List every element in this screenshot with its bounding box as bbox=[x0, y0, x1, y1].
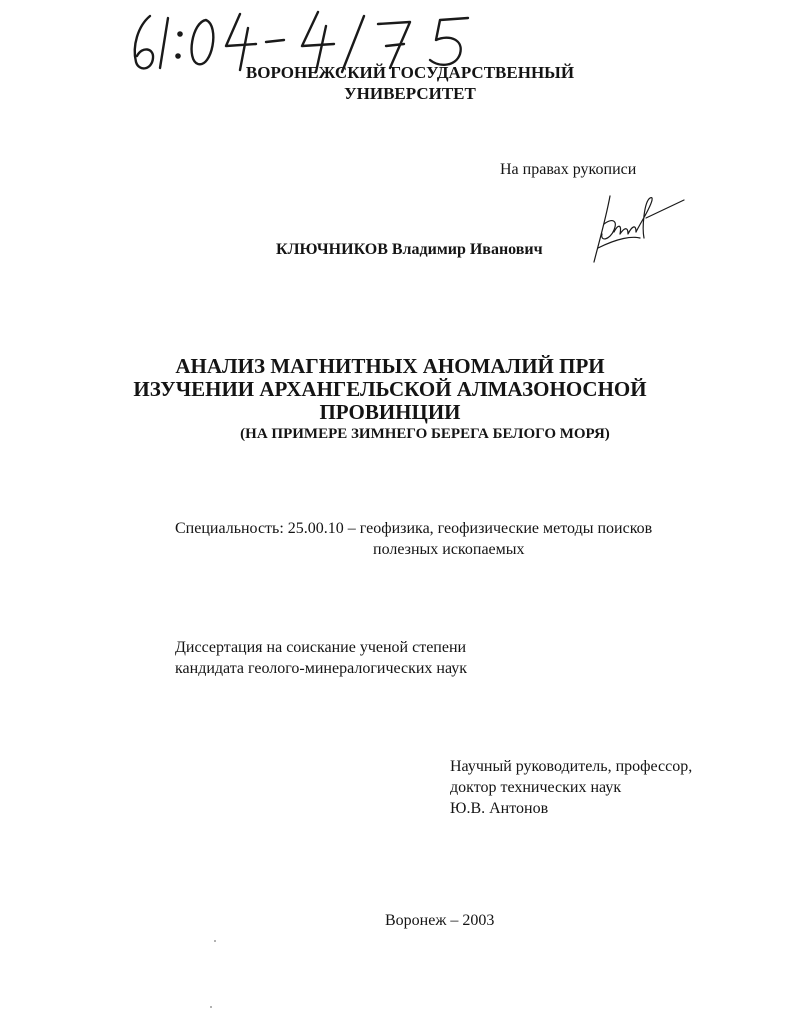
advisor-line-1: Научный руководитель, профессор, bbox=[450, 758, 693, 775]
university-name bbox=[200, 62, 620, 104]
scan-speck bbox=[210, 1006, 212, 1008]
title-line-3: ПРОВИНЦИИ bbox=[319, 400, 461, 424]
university-line-1: ВОРОНЕЖСКИЙ ГОСУДАРСТВЕННЫЙ bbox=[245, 63, 575, 82]
scan-speck bbox=[214, 940, 216, 942]
scientific-advisor bbox=[450, 756, 692, 819]
rights-note: На правах рукописи bbox=[500, 161, 637, 178]
advisor-line-2: доктор технических наук bbox=[450, 779, 622, 796]
advisor-line-3: Ю.В. Антонов bbox=[450, 800, 549, 817]
author-name: КЛЮЧНИКОВ Владимир Иванович bbox=[276, 241, 543, 258]
title-line-1: АНАЛИЗ МАГНИТНЫХ АНОМАЛИЙ ПРИ bbox=[175, 354, 605, 378]
dissertation-title bbox=[120, 355, 660, 424]
title-line-2: ИЗУЧЕНИИ АРХАНГЕЛЬСКОЙ АЛМАЗОНОСНОЙ bbox=[133, 377, 647, 401]
dissertation-degree bbox=[175, 637, 467, 679]
university-line-2: УНИВЕРСИТЕТ bbox=[344, 84, 476, 103]
degree-line-2: кандидата геолого-минералогических наук bbox=[175, 660, 468, 677]
specialty-line-1: Специальность: 25.00.10 – геофизика, геофизические методы поисков bbox=[175, 520, 653, 537]
title-subtitle: (НА ПРИМЕРЕ ЗИМНЕГО БЕРЕГА БЕЛОГО МОРЯ) bbox=[240, 426, 610, 442]
signature bbox=[588, 188, 688, 268]
specialty-line-2: полезных ископаемых bbox=[373, 541, 525, 558]
degree-line-1: Диссертация на соискание ученой степени bbox=[175, 639, 467, 656]
city-year: Воронеж – 2003 bbox=[385, 912, 495, 929]
